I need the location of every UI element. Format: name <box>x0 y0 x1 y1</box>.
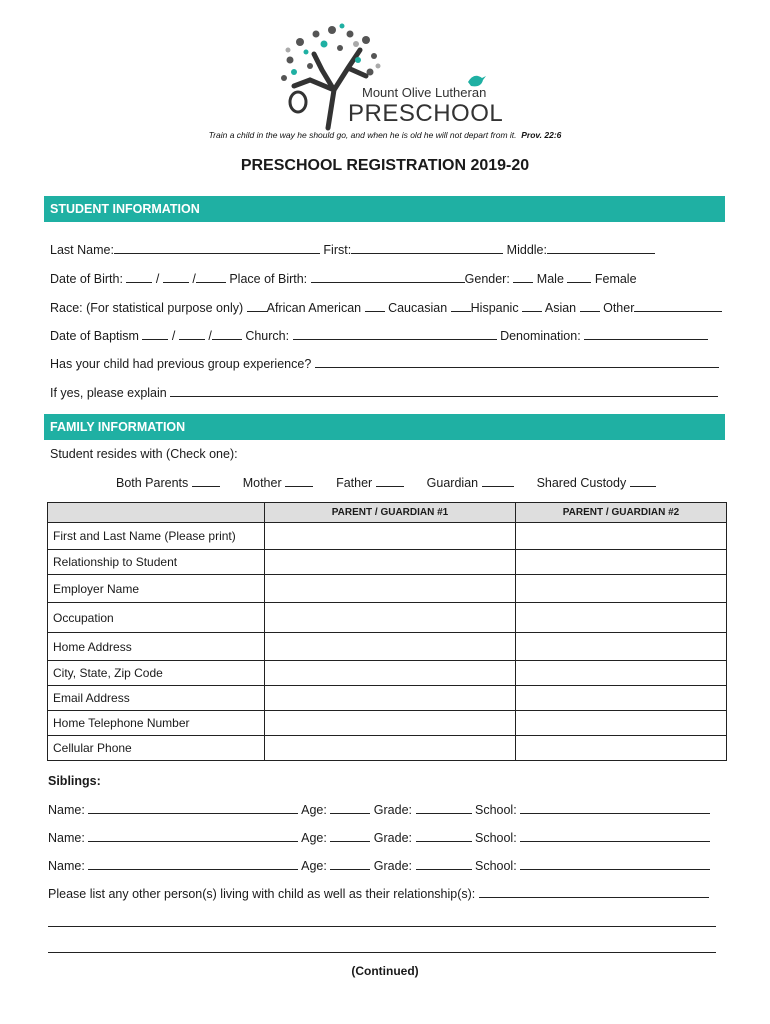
name-row: Last Name: First: Middle: <box>50 242 655 257</box>
table-header-parent-2: PARENT / GUARDIAN #2 <box>516 503 727 523</box>
sibling-row: Name: Age: Grade: School: <box>48 802 710 817</box>
sibling-2-age-field[interactable] <box>330 830 370 842</box>
sibling-row: Name: Age: Grade: School: <box>48 830 710 845</box>
table-row <box>48 633 727 661</box>
continued-note: (Continued) <box>351 964 419 978</box>
sibling-row: Name: Age: Grade: School: <box>48 858 710 873</box>
table-row <box>48 686 727 711</box>
row-label: Occupation <box>48 603 265 633</box>
parent-2-employer-cell[interactable] <box>516 575 727 603</box>
denomination-field[interactable] <box>584 328 708 340</box>
parent-2-name-cell[interactable] <box>516 523 727 550</box>
dob-year-field[interactable] <box>196 271 226 283</box>
motto: Train a child in the way he should go, and when he is old he will not depart from it. Prov. 22:6 <box>208 130 562 140</box>
row-label: First and Last Name (Please print) <box>48 523 265 550</box>
parent-1-employer-cell[interactable] <box>265 575 516 603</box>
table-row <box>48 603 727 633</box>
row-label: Cellular Phone <box>48 736 265 761</box>
race-row: Race: (For statistical purpose only) African American Caucasian Hispanic Asian Other <box>50 300 722 315</box>
sibling-3-grade-field[interactable] <box>416 858 472 870</box>
explain-row: If yes, please explain <box>50 385 718 400</box>
parent-1-name-cell[interactable] <box>265 523 516 550</box>
race-african-american-field[interactable] <box>247 300 267 312</box>
row-label: Home Telephone Number <box>48 711 265 736</box>
sibling-3-age-field[interactable] <box>330 858 370 870</box>
resides-options-row: Both Parents Mother Father Guardian Shared Custody <box>116 475 656 490</box>
other-persons-row: Please list any other person(s) living with child as well as their relationship(s): <box>48 886 709 901</box>
table-row <box>48 661 727 686</box>
place-of-birth-field[interactable] <box>311 271 465 283</box>
sibling-1-school-field[interactable] <box>520 802 710 814</box>
sibling-3-name-field[interactable] <box>88 858 298 870</box>
dob-month-field[interactable] <box>126 271 152 283</box>
sibling-1-grade-field[interactable] <box>416 802 472 814</box>
parent-2-relationship-cell[interactable] <box>516 550 727 575</box>
gender-female-field[interactable] <box>567 271 591 283</box>
sibling-1-age-field[interactable] <box>330 802 370 814</box>
race-caucasian-field[interactable] <box>365 300 385 312</box>
birth-row: Date of Birth: / / Place of Birth: Gender: Male Female <box>50 272 637 286</box>
sibling-3-school-field[interactable] <box>520 858 710 870</box>
race-asian-field[interactable] <box>522 300 542 312</box>
church-field[interactable] <box>293 328 497 340</box>
both-parents-field[interactable] <box>192 475 220 487</box>
parent-2-city-cell[interactable] <box>516 661 727 686</box>
student-section-header: STUDENT INFORMATION <box>44 196 725 222</box>
group-experience-field[interactable] <box>315 356 719 368</box>
other-persons-line-3[interactable] <box>48 952 716 953</box>
gender-male-field[interactable] <box>513 271 533 283</box>
group-experience-row: Has your child had previous group experience? <box>50 356 719 371</box>
table-header-row <box>48 503 727 523</box>
brand-subtitle: Mount Olive Lutheran <box>362 85 487 100</box>
sibling-2-name-field[interactable] <box>88 830 298 842</box>
race-hispanic-field[interactable] <box>451 300 471 312</box>
sibling-2-school-field[interactable] <box>520 830 710 842</box>
baptism-year-field[interactable] <box>212 328 242 340</box>
family-section-header: FAMILY INFORMATION <box>44 414 725 440</box>
parent-2-email-cell[interactable] <box>516 686 727 711</box>
parent-1-address-cell[interactable] <box>265 633 516 661</box>
sibling-1-name-field[interactable] <box>88 802 298 814</box>
guardian-field[interactable] <box>482 475 514 487</box>
middle-name-field[interactable] <box>547 242 655 254</box>
row-label: Relationship to Student <box>48 550 265 575</box>
parent-2-occupation-cell[interactable] <box>516 603 727 633</box>
other-persons-field[interactable] <box>479 886 709 898</box>
last-name-field[interactable] <box>114 242 320 254</box>
table-header-parent-1: PARENT / GUARDIAN #1 <box>265 503 516 523</box>
parent-1-home-phone-cell[interactable] <box>265 711 516 736</box>
table-row <box>48 575 727 603</box>
table-row <box>48 711 727 736</box>
race-other-check-field[interactable] <box>580 300 600 312</box>
father-field[interactable] <box>376 475 404 487</box>
page-title: PRESCHOOL REGISTRATION 2019-20 <box>240 157 530 174</box>
resides-label: Student resides with (Check one): <box>50 447 238 461</box>
other-persons-line-2[interactable] <box>48 926 716 927</box>
sibling-2-grade-field[interactable] <box>416 830 472 842</box>
shared-custody-field[interactable] <box>630 475 656 487</box>
parent-1-email-cell[interactable] <box>265 686 516 711</box>
parent-1-occupation-cell[interactable] <box>265 603 516 633</box>
race-other-text-field[interactable] <box>634 300 722 312</box>
brand-title: PRESCHOOL <box>348 100 504 127</box>
parent-1-city-cell[interactable] <box>265 661 516 686</box>
parent-1-cell-phone-cell[interactable] <box>265 736 516 761</box>
siblings-title: Siblings: <box>48 774 101 788</box>
parent-2-cell-phone-cell[interactable] <box>516 736 727 761</box>
baptism-row: Date of Baptism / / Church: Denomination: <box>50 328 708 343</box>
parent-1-relationship-cell[interactable] <box>265 550 516 575</box>
table-row <box>48 736 727 761</box>
table-row <box>48 523 727 550</box>
mother-field[interactable] <box>285 475 313 487</box>
baptism-day-field[interactable] <box>179 328 205 340</box>
explain-field[interactable] <box>170 385 718 397</box>
row-label: Email Address <box>48 686 265 711</box>
parent-2-home-phone-cell[interactable] <box>516 711 727 736</box>
parent-guardian-table <box>47 502 727 761</box>
dob-day-field[interactable] <box>163 271 189 283</box>
row-label: Home Address <box>48 633 265 661</box>
baptism-month-field[interactable] <box>142 328 168 340</box>
first-name-field[interactable] <box>351 242 503 254</box>
table-row <box>48 550 727 575</box>
row-label: Employer Name <box>48 575 265 603</box>
parent-2-address-cell[interactable] <box>516 633 727 661</box>
row-label: City, State, Zip Code <box>48 661 265 686</box>
table-header-blank <box>48 503 265 523</box>
